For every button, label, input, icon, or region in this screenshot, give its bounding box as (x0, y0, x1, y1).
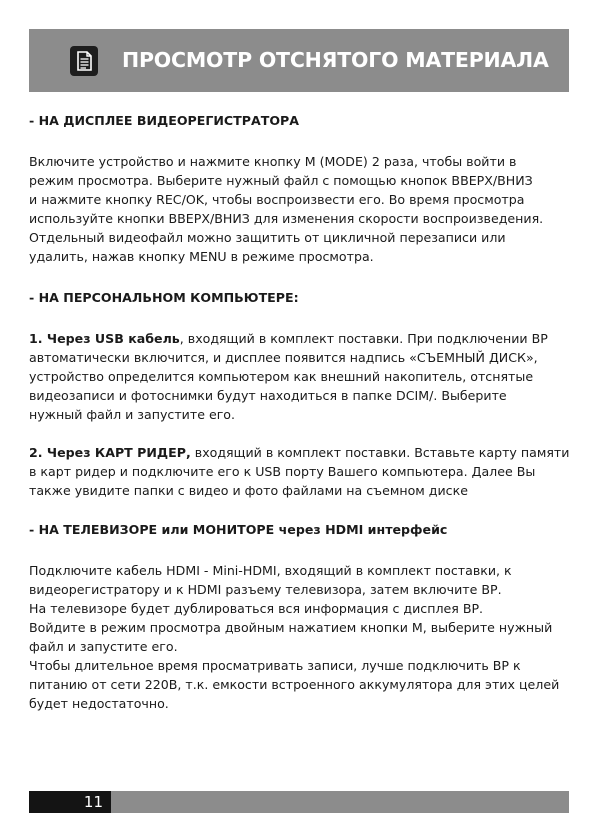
paragraph-usb (29, 329, 574, 424)
text-line: Подключите кабель HDMI - Mini-HDMI, входящий в комплект поставки, к (29, 563, 512, 578)
section-heading-display: - НА ДИСПЛЕЕ ВИДЕОРЕГИСТРАТОРА (29, 113, 300, 128)
text-line (29, 443, 574, 462)
text-line: также увидите папки с видео и фото файлами на съемном диске (29, 483, 468, 498)
document-icon (70, 46, 98, 76)
footer-bar (111, 791, 569, 813)
paragraph-tv (29, 561, 574, 713)
usb-first-rest: , входящий в комплект поставки. При подключении ВР (179, 331, 548, 346)
text-line: Отдельный видеофайл можно защитить от цикличной перезаписи или (29, 230, 506, 245)
text-line (29, 329, 574, 348)
text-line: режим просмотра. Выберите нужный файл с помощью кнопок ВВЕРХ/ВНИЗ (29, 173, 533, 188)
footer-page-tab (29, 791, 111, 813)
section-heading-pc: - НА ПЕРСОНАЛЬНОМ КОМПЬЮТЕРЕ: (29, 290, 299, 305)
text-line: используйте кнопки ВВЕРХ/ВНИЗ для изменения скорости воспроизведения. (29, 211, 544, 226)
reader-lead: 2. Через КАРТ РИДЕР, (29, 445, 191, 460)
section-heading-tv: - НА ТЕЛЕВИЗОРЕ или МОНИТОРЕ через HDMI интерфейс (29, 522, 448, 537)
text-line: и нажмите кнопку REC/OK, чтобы воспроизвести его. Во время просмотра (29, 192, 525, 207)
page-header (29, 29, 569, 92)
page-number: 11 (83, 793, 103, 811)
text-line: устройство определится компьютером как внешний накопитель, отснятые (29, 369, 534, 384)
text-line: Чтобы длительное время просматривать записи, лучше подключить ВР к (29, 658, 521, 673)
text-line: удалить, нажав кнопку MENU в режиме просмотра. (29, 249, 374, 264)
text-line: автоматически включится, и дисплее появится надпись «СЪЕМНЫЙ ДИСК», (29, 350, 538, 365)
text-line: будет недостаточно. (29, 696, 169, 711)
page-title: ПРОСМОТР ОТСНЯТОГО МАТЕРИАЛА (122, 48, 549, 72)
text-line: нужный файл и запустите его. (29, 407, 236, 422)
text-line: питанию от сети 220В, т.к. емкости встроенного аккумулятора для этих целей (29, 677, 560, 692)
usb-lead: 1. Через USB кабель (29, 331, 180, 346)
text-line: файл и запустите его. (29, 639, 178, 654)
text-line: видеозаписи и фотоснимки будут находиться в папке DCIM/. Выберите (29, 388, 507, 403)
text-line: На телевизоре будет дублироваться вся информация с дисплея ВР. (29, 601, 484, 616)
text-line: видеорегистратору и к HDMI разъему телевизора, затем включите ВР. (29, 582, 502, 597)
text-line: Включите устройство и нажмите кнопку M (MODE) 2 раза, чтобы войти в (29, 154, 517, 169)
reader-first-rest: входящий в комплект поставки. Вставьте карту памяти (190, 445, 570, 460)
text-line: в карт ридер и подключите его к USB порту Вашего компьютера. Далее Вы (29, 464, 536, 479)
page-content (29, 112, 574, 713)
paragraph-card-reader (29, 443, 574, 500)
text-line: Войдите в режим просмотра двойным нажатием кнопки M, выберите нужный (29, 620, 553, 635)
paragraph-display (29, 152, 574, 266)
